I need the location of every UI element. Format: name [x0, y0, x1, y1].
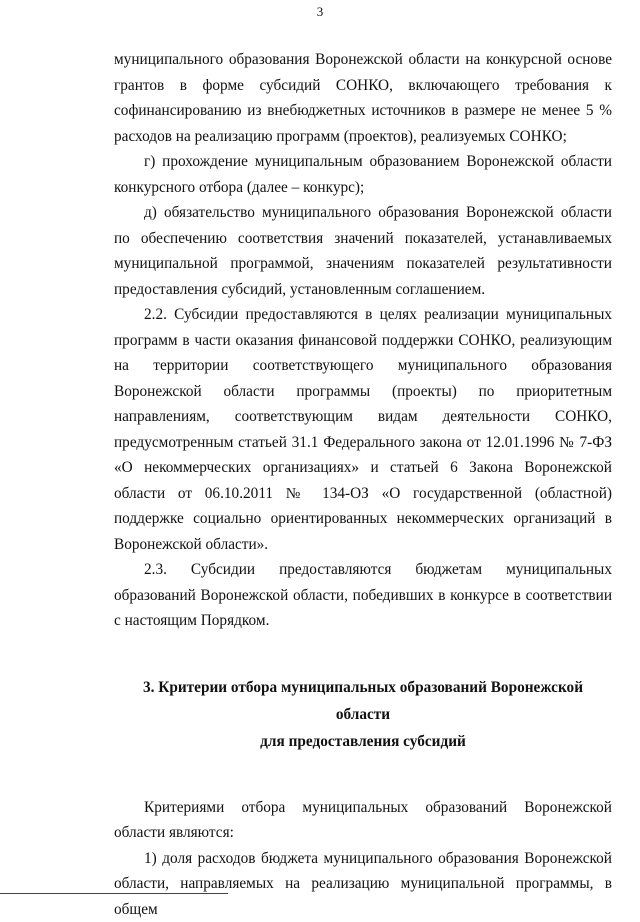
paragraph-continuation: муниципального образования Воронежской области на конкурсной основе грантов в форме субсидий СОНКО, включающего требования к софинансированию из внебюджетных источников в размере не менее 5 % расходов на реализацию программ (проектов), реализуемых СОНКО; [114, 47, 612, 149]
body-text [114, 47, 612, 922]
footer-divider [0, 893, 228, 894]
section-heading-line2: для предоставления субсидий [114, 728, 612, 755]
section-heading [114, 674, 612, 755]
page-number: 3 [0, 4, 640, 20]
paragraph-criteria-intro: Критериями отбора муниципальных образований Воронежской области являются: [114, 795, 612, 846]
spacer [114, 634, 612, 674]
paragraph-criterion-1: 1) доля расходов бюджета муниципального образования Воронежской области, направляемых на реализацию муниципальной программы, в общем [114, 846, 612, 922]
paragraph-item-d: д) обязательство муниципального образования Воронежской области по обеспечению соответствия значений показателей, устанавливаемых муниципальной программой, значениям показателей результативности предоставления субсидий, установленным соглашением. [114, 200, 612, 302]
spacer [114, 755, 612, 795]
paragraph-2-3: 2.3. Субсидии предоставляются бюджетам муниципальных образований Воронежской области, победивших в конкурсе в соответствии с настоящим Порядком. [114, 557, 612, 634]
paragraph-item-g: г) прохождение муниципальным образованием Воронежской области конкурсного отбора (далее – конкурс); [114, 149, 612, 200]
section-heading-line1: 3. Критерии отбора муниципальных образований Воронежской области [114, 674, 612, 728]
paragraph-2-2: 2.2. Субсидии предоставляются в целях реализации муниципальных программ в части оказания финансовой поддержки СОНКО, реализующим на территории соответствующего муниципального образования Воронежской области программы (проекты) по приоритетным направлениям, соответствующим видам деятельности СОНКО, предусмотренным статьей 31.1 Федерального закона от 12.01.1996 № 7-ФЗ «О некоммерческих организациях» и статьей 6 Закона Воронежской области от 06.10.2011 № 134-ОЗ «О государственной (областной) поддержке социально ориентированных некоммерческих организаций в Воронежской области». [114, 302, 612, 557]
